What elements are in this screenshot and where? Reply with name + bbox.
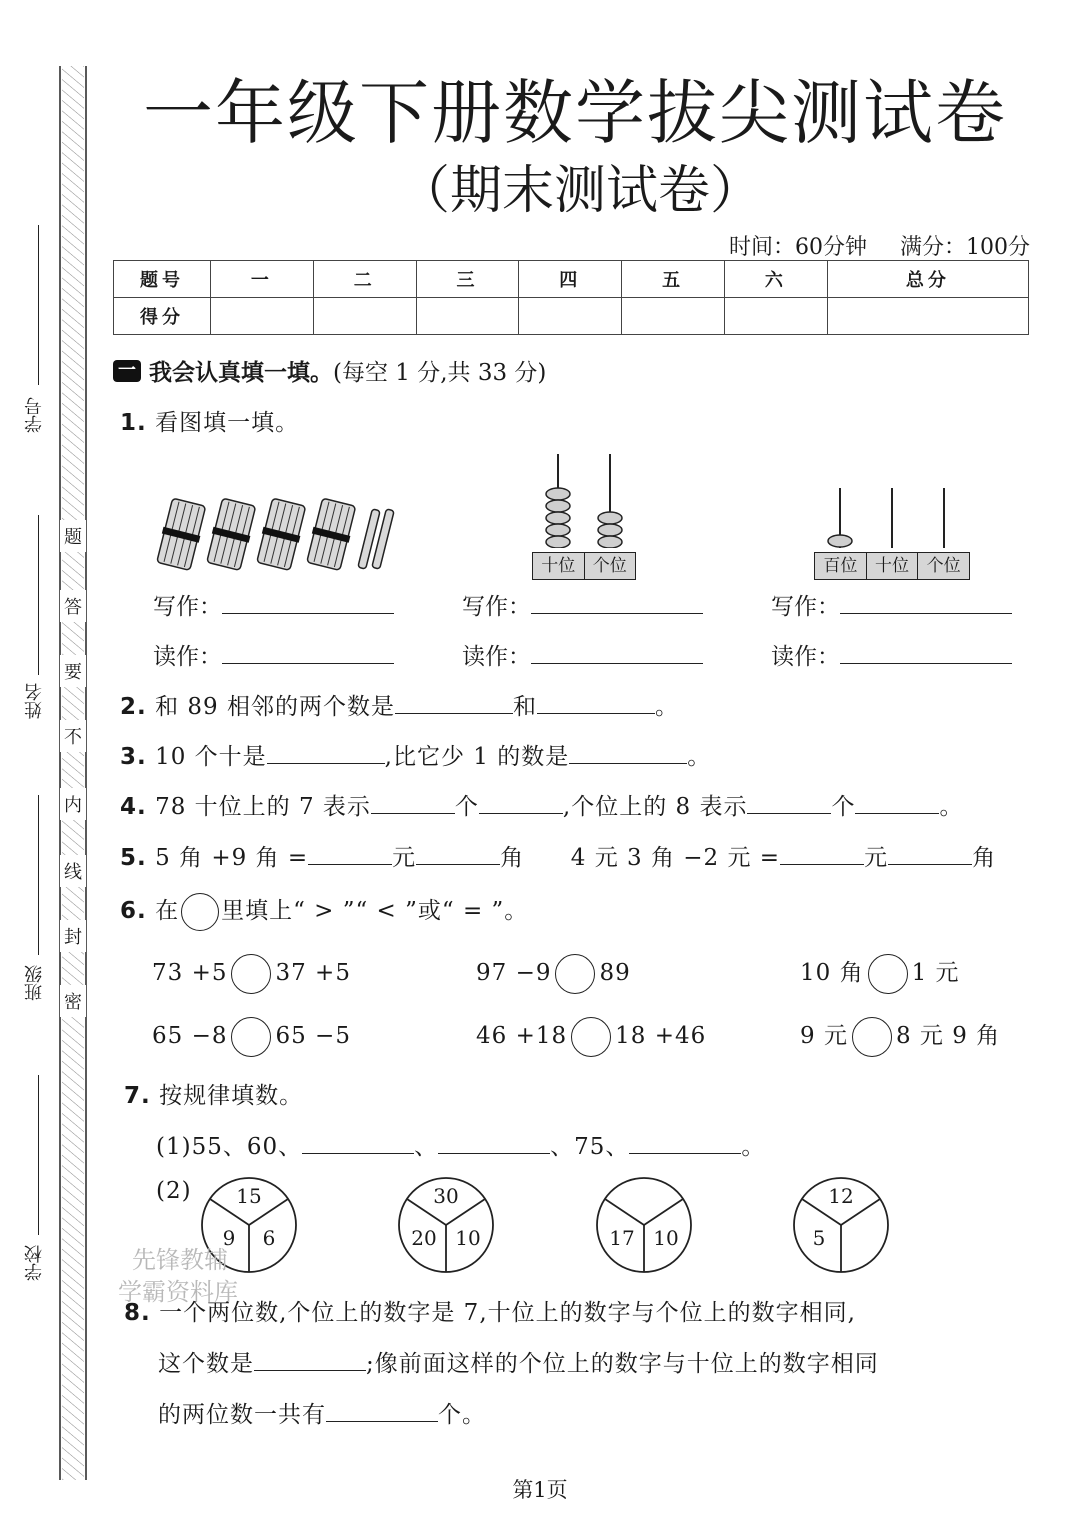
q8-line2: [158, 1345, 879, 1378]
q8-text-b: 这个数是: [158, 1351, 254, 1377]
stick-bundle: [155, 498, 208, 571]
compare-circle[interactable]: [231, 954, 271, 994]
q5-number: 5.: [120, 845, 147, 871]
stick-bundle: [205, 498, 258, 571]
write-label: 写作：: [771, 594, 840, 620]
answer-blank[interactable]: [537, 695, 655, 714]
answer-blank[interactable]: [531, 645, 703, 664]
answer-blank[interactable]: [629, 1135, 741, 1154]
answer-blank[interactable]: [531, 595, 703, 614]
y-circle-left: 5: [812, 1226, 826, 1250]
page-title: 一年级下册数学拔尖测试卷: [143, 72, 1007, 154]
q2-text-b: 和: [512, 694, 537, 720]
q5-text-e: 元: [864, 845, 889, 871]
y-circle-top: 15: [236, 1184, 262, 1208]
q4-text-b: 个: [454, 794, 479, 820]
q6-left-expr: 46 +18: [476, 1023, 568, 1049]
q6-text-b: 里填上“ > ”“ < ”或“ = ”。: [221, 898, 529, 924]
answer-blank[interactable]: [840, 645, 1012, 664]
score-cell-header: 二: [313, 261, 416, 298]
q6-right-expr: 37 +5: [275, 960, 351, 986]
q6-item: [476, 1017, 706, 1057]
warning-char: 内: [60, 788, 86, 820]
q6-right-expr: 18 +46: [615, 1023, 707, 1049]
y-circle[interactable]: [792, 1176, 890, 1274]
compare-circle[interactable]: [231, 1017, 271, 1057]
q7-part1: [156, 1128, 765, 1161]
score-cell-blank[interactable]: [827, 298, 1028, 335]
score-cell-header: 六: [724, 261, 827, 298]
q6-right-expr: 65 −5: [275, 1023, 351, 1049]
q5-text-c: 角: [500, 845, 525, 871]
xuehao-line: [38, 225, 39, 385]
q5-text-a: 5 角 +9 角 =: [155, 845, 309, 871]
y-circle-right: 10: [455, 1226, 481, 1250]
score-value-row: [114, 298, 1029, 335]
read-label: 读作：: [153, 644, 222, 670]
y-circle-top: 30: [433, 1184, 459, 1208]
stick-bundles-illustration: [155, 495, 400, 575]
section-header: [113, 354, 546, 387]
abacus-base: [532, 552, 636, 580]
q7-number: 7.: [124, 1083, 151, 1109]
q6-left-expr: 73 +5: [152, 960, 228, 986]
q1-write-field-2: [462, 588, 703, 621]
q8-text-e: 个。: [438, 1402, 486, 1428]
q1-write-field-1: [153, 588, 394, 621]
score-cell-blank[interactable]: [724, 298, 827, 335]
q6-left-expr: 10 角: [800, 960, 864, 986]
full-score-label: 满分：100分: [900, 235, 1030, 260]
answer-blank[interactable]: [267, 745, 385, 764]
answer-blank[interactable]: [747, 795, 831, 814]
y-circle-right: 6: [262, 1226, 276, 1250]
y-circle-left: 17: [609, 1226, 635, 1250]
score-cell-header: 三: [416, 261, 519, 298]
warning-char: 密: [60, 985, 86, 1017]
compare-circle[interactable]: [555, 954, 595, 994]
abacus-two-rods: [532, 452, 636, 576]
stick-bundle: [255, 498, 308, 571]
hatch-pattern: [58, 66, 88, 1480]
q8-line3: [158, 1396, 486, 1429]
answer-blank[interactable]: [569, 745, 687, 764]
q6-left-expr: 9 元: [800, 1023, 848, 1049]
answer-blank[interactable]: [308, 846, 392, 865]
q7-stem: [124, 1077, 303, 1110]
q5-text-d: 4 元 3 角 −2 元 =: [570, 845, 781, 871]
q6-text-a: 在: [155, 898, 180, 924]
warning-char: 不: [60, 720, 86, 752]
q3-text-c: 。: [687, 744, 712, 770]
q4-number: 4.: [120, 794, 147, 820]
q2: [120, 688, 679, 721]
answer-blank[interactable]: [888, 846, 972, 865]
q7-seq-d: 。: [741, 1134, 766, 1160]
y-circle[interactable]: [595, 1176, 693, 1274]
y-circle-left: 9: [222, 1226, 236, 1250]
answer-blank[interactable]: [371, 795, 455, 814]
answer-blank[interactable]: [479, 795, 563, 814]
q1-read-field-2: [462, 638, 703, 671]
abacus-label: 个位: [926, 556, 961, 576]
q4-text-e: 。: [939, 794, 964, 820]
q1-read-field-1: [153, 638, 394, 671]
q8-text-a: 一个两位数,个位上的数字是 7,十位上的数字与个位上的数字相同,: [159, 1300, 856, 1326]
read-label: 读作：: [462, 644, 531, 670]
q1-text: 看图填一填。: [155, 410, 300, 436]
circle-icon: [181, 893, 219, 931]
xuehao-label: 学号: [24, 397, 45, 433]
warning-char: 答: [60, 590, 86, 622]
score-cell-blank[interactable]: [211, 298, 314, 335]
q1-read-field-3: [771, 638, 1012, 671]
q3-number: 3.: [120, 744, 147, 770]
warning-char: 要: [60, 655, 86, 687]
time-score-bar: [703, 230, 1030, 261]
student-info-column: [18, 225, 48, 1325]
abacus-three-rods: [814, 486, 970, 576]
q8-text-c: ;像前面这样的个位上的数字与十位上的数字相同: [366, 1351, 879, 1377]
q1-write-field-3: [771, 588, 1012, 621]
abacus-base: [814, 552, 970, 580]
q4-text-c: ,个位上的 8 表示: [562, 794, 748, 820]
score-header-row: [114, 261, 1029, 298]
score-cell-blank[interactable]: [622, 298, 725, 335]
q6-right-expr: 1 元: [911, 960, 960, 986]
compare-circle[interactable]: [852, 1017, 892, 1057]
q8-number: 8.: [124, 1300, 151, 1326]
score-cell-header: 一: [211, 261, 314, 298]
answer-blank[interactable]: [780, 846, 864, 865]
banji-line: [38, 795, 39, 955]
q7-seq-c: 、75、: [550, 1134, 630, 1160]
score-cell-blank[interactable]: [416, 298, 519, 335]
abacus-rods: [532, 452, 636, 548]
score-cell-header: 五: [622, 261, 725, 298]
xingming-label: 姓名: [24, 683, 45, 719]
y-circle-left: 20: [411, 1226, 437, 1250]
xuexiao-line: [38, 1075, 39, 1235]
answer-blank[interactable]: [254, 1352, 366, 1371]
q5: [120, 839, 996, 872]
q7-seq-b: 、: [414, 1134, 439, 1160]
compare-circle[interactable]: [868, 954, 908, 994]
q5-text-f: 角: [972, 845, 997, 871]
q6-item: [476, 954, 631, 994]
q3: [120, 738, 711, 771]
banji-label: 班级: [24, 965, 45, 1001]
answer-blank[interactable]: [222, 595, 394, 614]
q4-text-a: 78 十位上的 7 表示: [155, 794, 371, 820]
q6-stem: [120, 892, 528, 931]
q5-text-b: 元: [392, 845, 417, 871]
abacus-label: 百位: [815, 553, 867, 579]
section-number: 一: [113, 360, 141, 382]
answer-blank[interactable]: [855, 795, 939, 814]
write-label: 写作：: [462, 594, 531, 620]
q6-item: [152, 954, 351, 994]
q6-left-expr: 97 −9: [476, 960, 552, 986]
q2-text-a: 和 89 相邻的两个数是: [155, 694, 395, 720]
q6-item: [800, 954, 960, 994]
answer-blank[interactable]: [395, 695, 513, 714]
score-cell-header: 四: [519, 261, 622, 298]
warning-char: 封: [60, 920, 86, 952]
abacus-label: 十位: [533, 553, 585, 579]
q8-text-d: 的两位数一共有: [158, 1402, 326, 1428]
abacus-label: 十位: [867, 553, 919, 579]
q2-number: 2.: [120, 694, 147, 720]
xuexiao-label: 学校: [24, 1245, 45, 1281]
section-title: 我会认真填一填。: [149, 359, 333, 386]
q3-text-a: 10 个十是: [155, 744, 267, 770]
score-cell-header: 总分: [827, 261, 1028, 298]
binding-strip: [58, 66, 88, 1480]
answer-blank[interactable]: [222, 645, 394, 664]
watermark-line-2: 学霸资料库: [118, 1278, 238, 1306]
warning-char: 题: [60, 520, 86, 552]
page-number: 第1页: [512, 1478, 568, 1502]
abacus-label: 个位: [592, 556, 627, 576]
watermark-line-1: 先锋教辅: [132, 1246, 228, 1274]
q6-right-expr: 89: [599, 960, 631, 986]
score-cell-header: 题号: [114, 261, 211, 298]
score-cell-blank[interactable]: [313, 298, 416, 335]
section-hint: (每空 1 分,共 33 分): [333, 360, 547, 386]
xingming-line: [38, 515, 39, 675]
q6-item: [152, 1017, 351, 1057]
q6-right-expr: 8 元 9 角: [895, 1023, 1001, 1049]
page-subtitle: （期末测试卷）: [397, 161, 762, 221]
q1-stem: [120, 404, 299, 437]
score-cell-blank[interactable]: [519, 298, 622, 335]
compare-circle[interactable]: [571, 1017, 611, 1057]
answer-blank[interactable]: [438, 1135, 550, 1154]
score-row-label: 得分: [114, 298, 211, 335]
read-label: 读作：: [771, 644, 840, 670]
q4: [120, 788, 963, 821]
y-circle-top: 12: [828, 1184, 854, 1208]
q2-text-c: 。: [654, 694, 679, 720]
y-circle-right: 10: [653, 1226, 679, 1250]
answer-blank[interactable]: [840, 595, 1012, 614]
q7-part1-label: (1): [156, 1134, 192, 1160]
q6-item: [800, 1017, 1000, 1057]
q4-text-d: 个: [831, 794, 856, 820]
warning-char: 线: [60, 855, 86, 887]
answer-blank[interactable]: [416, 846, 500, 865]
abacus-rods: [814, 486, 970, 548]
q6-left-expr: 65 −8: [152, 1023, 228, 1049]
q7-part2-label: (2): [156, 1178, 192, 1204]
y-circle-shape: [595, 1176, 693, 1274]
stick-bundle: [305, 498, 358, 571]
answer-blank[interactable]: [326, 1403, 438, 1422]
time-label: 时间：60分钟: [729, 235, 867, 260]
q3-text-b: ,比它少 1 的数是: [384, 744, 570, 770]
q7-text: 按规律填数。: [159, 1083, 304, 1109]
score-table: [113, 260, 1029, 335]
q8-line1: [124, 1294, 856, 1327]
write-label: 写作：: [153, 594, 222, 620]
q1-number: 1.: [120, 410, 147, 436]
q7-seq-a: 55、60、: [191, 1134, 303, 1160]
answer-blank[interactable]: [302, 1135, 414, 1154]
y-circle[interactable]: [397, 1176, 495, 1274]
q6-number: 6.: [120, 898, 147, 924]
